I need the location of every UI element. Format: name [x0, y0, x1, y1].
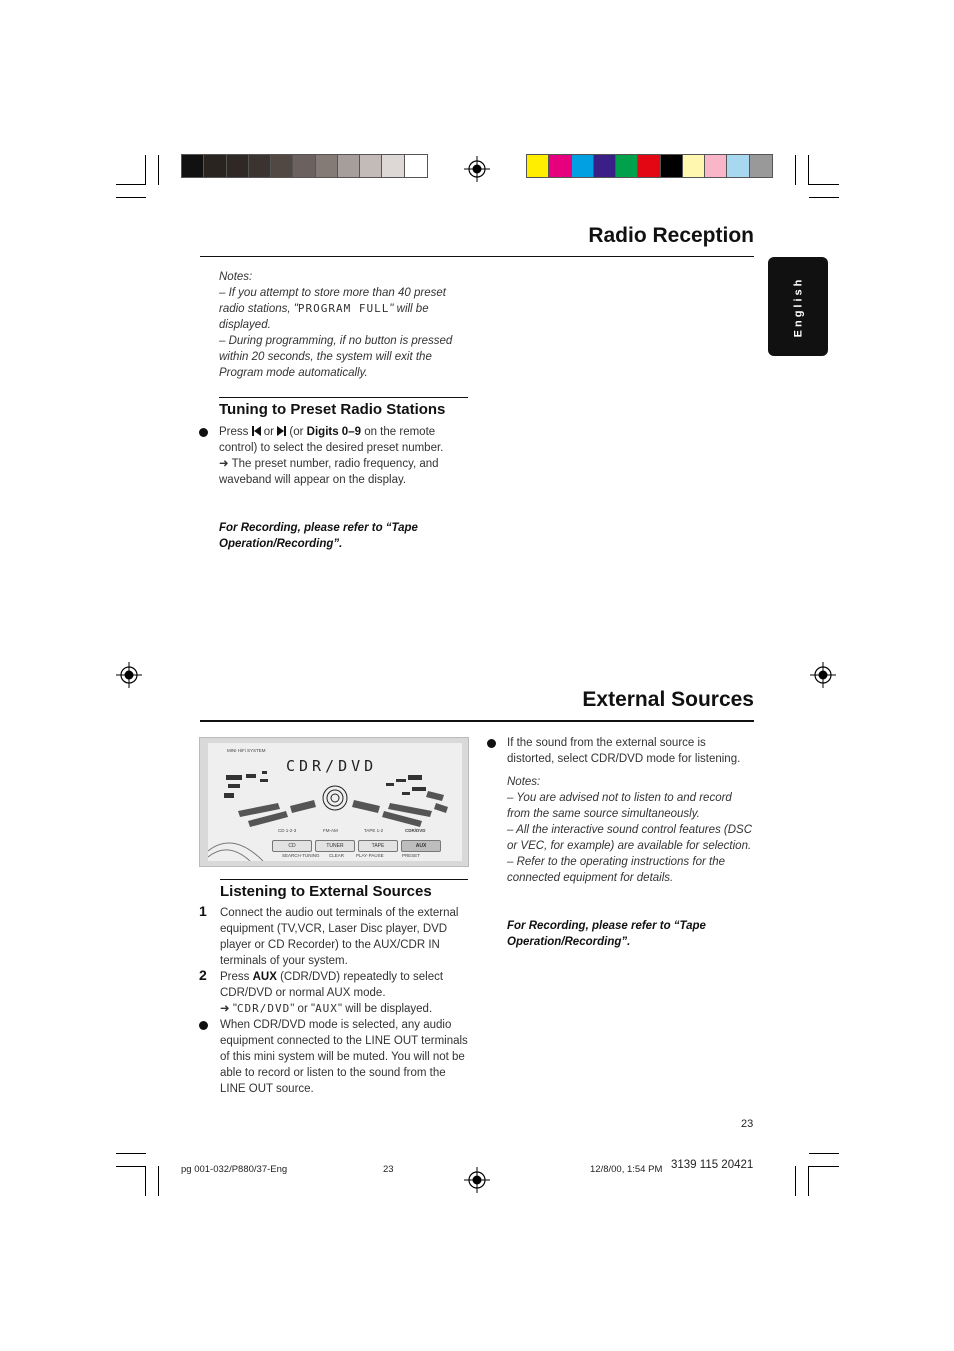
crop-mark	[158, 1166, 159, 1196]
device-source-label: CD 1-2-3	[278, 828, 297, 833]
grayscale-swatch	[227, 155, 249, 177]
registration-target-icon	[464, 1167, 490, 1193]
device-control-label: PLAY·PAUSE	[356, 853, 384, 858]
skip-next-icon	[277, 426, 286, 436]
color-swatch	[638, 155, 660, 177]
registration-target-icon	[464, 156, 490, 182]
grayscale-swatch	[271, 155, 293, 177]
crop-mark	[808, 1166, 809, 1196]
device-cd-button: CD	[272, 840, 312, 852]
radio-note-1: – If you attempt to store more than 40 preset radio stations, "PROGRAM FULL" will be displayed.	[219, 287, 446, 331]
mini-hifi-system-illustration	[199, 737, 469, 867]
device-control-label: CLEAR	[329, 853, 345, 858]
device-source-label: CDR/DVD	[405, 828, 426, 833]
crop-mark	[145, 1166, 146, 1196]
step-number: 1	[199, 903, 207, 919]
registration-target-icon	[116, 662, 142, 688]
device-control-label: SEARCH·TUNING	[282, 853, 320, 858]
crop-mark	[808, 155, 809, 185]
footer-file-name: pg 001-032/P880/37-Eng	[181, 1164, 288, 1175]
color-swatch	[594, 155, 616, 177]
notes-label: Notes:	[219, 271, 253, 283]
radio-notes	[219, 269, 469, 381]
color-swatch	[661, 155, 683, 177]
color-swatch	[527, 155, 549, 177]
bullet-icon	[199, 1021, 208, 1030]
line-out-note: When CDR/DVD mode is selected, any audio equipment connected to the LINE OUT terminals of this mini system will be muted. You will not be able to record or listen to the sound from the LINE OUT source.	[220, 1019, 468, 1095]
grayscale-swatch	[293, 155, 315, 177]
section-rule	[200, 720, 754, 722]
step-number: 2	[199, 967, 207, 983]
tuning-step: Press or (or Digits 0–9 on the remote control) to select the desired preset number. ➜ The preset number, radio frequency, and waveband will appear on the display.	[219, 424, 469, 488]
crop-mark	[809, 1166, 839, 1167]
section-title-radio-reception: Radio Reception	[588, 224, 754, 247]
skip-previous-icon	[252, 426, 261, 436]
color-swatch	[683, 155, 705, 177]
crop-mark	[158, 155, 159, 185]
grayscale-calibration-bar	[181, 154, 428, 178]
section-title-external-sources: External Sources	[582, 688, 754, 711]
footer-code: 3139 115 20421	[671, 1159, 754, 1171]
crop-mark	[116, 1166, 146, 1167]
external-note-2: – All the interactive sound control features (DSC or VEC, for example) are available for selection.	[507, 824, 753, 852]
footer-page: 23	[383, 1164, 394, 1175]
color-swatch	[549, 155, 571, 177]
section-rule	[200, 256, 754, 257]
external-note-3: – Refer to the operating instructions for the connected equipment for details.	[507, 856, 725, 884]
device-source-label: FM-AM	[323, 828, 338, 833]
color-swatch	[727, 155, 749, 177]
grayscale-swatch	[382, 155, 404, 177]
crop-mark	[116, 1153, 146, 1154]
grayscale-swatch	[316, 155, 338, 177]
crop-mark	[795, 155, 796, 185]
recording-reference: For Recording, please refer to “Tape Operation/Recording”.	[219, 522, 418, 550]
device-tuner-button: TUNER	[315, 840, 355, 852]
color-swatch	[572, 155, 594, 177]
crop-mark	[116, 184, 146, 185]
crop-mark	[809, 1153, 839, 1154]
device-source-label: TAPE 1-2	[364, 828, 384, 833]
subsection-title-listening: Listening to External Sources	[220, 879, 468, 900]
footer-date: 12/8/00, 1:54 PM	[590, 1164, 663, 1175]
bullet-icon	[487, 739, 496, 748]
subsection-title-tuning: Tuning to Preset Radio Stations	[219, 397, 468, 418]
external-note-1: – You are advised not to listen to and record from the same source simultaneously.	[507, 792, 732, 820]
grayscale-swatch	[405, 155, 427, 177]
crop-mark	[795, 1166, 796, 1196]
distortion-tip: If the sound from the external source is distorted, select CDR/DVD mode for listening.	[507, 737, 741, 765]
step-2-text: Press AUX (CDR/DVD) repeatedly to select CDR/DVD or normal AUX mode. ➜ "CDR/DVD" or "AUX" will be displayed.	[220, 969, 470, 1017]
bullet-icon	[199, 428, 208, 437]
grayscale-swatch	[182, 155, 204, 177]
step-2-result: ➜ "CDR/DVD" or "AUX" will be displayed.	[220, 1002, 433, 1015]
recording-reference: For Recording, please refer to “Tape Operation/Recording”.	[507, 920, 706, 948]
color-swatch	[750, 155, 772, 177]
device-brand: MINI HiFi SYSTEM	[227, 748, 266, 753]
tuning-result: ➜ The preset number, radio frequency, and waveband will appear on the display.	[219, 458, 439, 486]
device-aux-button: AUX	[401, 840, 441, 852]
external-notes	[507, 774, 755, 886]
page-number: 23	[741, 1118, 754, 1130]
crop-mark	[145, 155, 146, 185]
color-swatch	[616, 155, 638, 177]
language-tab-label: English	[792, 276, 805, 337]
device-control-label: PRESET	[402, 853, 421, 858]
language-tab	[768, 257, 828, 356]
registration-target-icon	[810, 662, 836, 688]
notes-label: Notes:	[507, 776, 541, 788]
grayscale-swatch	[338, 155, 360, 177]
grayscale-swatch	[360, 155, 382, 177]
crop-mark	[809, 197, 839, 198]
crop-mark	[116, 197, 146, 198]
color-swatch	[705, 155, 727, 177]
grayscale-swatch	[204, 155, 226, 177]
step-1-text: Connect the audio out terminals of the external equipment (TV,VCR, Laser Disc player, DVD player or CD Recorder) to the AUX/CDR IN terminals of your system.	[220, 907, 459, 967]
device-lcd-readout: CDR/DVD	[286, 757, 378, 775]
radio-note-2: – During programming, if no button is pressed within 20 seconds, the system will exit the Program mode automatically.	[219, 335, 453, 379]
color-calibration-bar	[526, 154, 773, 178]
device-tape-button: TAPE	[358, 840, 398, 852]
crop-mark	[809, 184, 839, 185]
grayscale-swatch	[249, 155, 271, 177]
